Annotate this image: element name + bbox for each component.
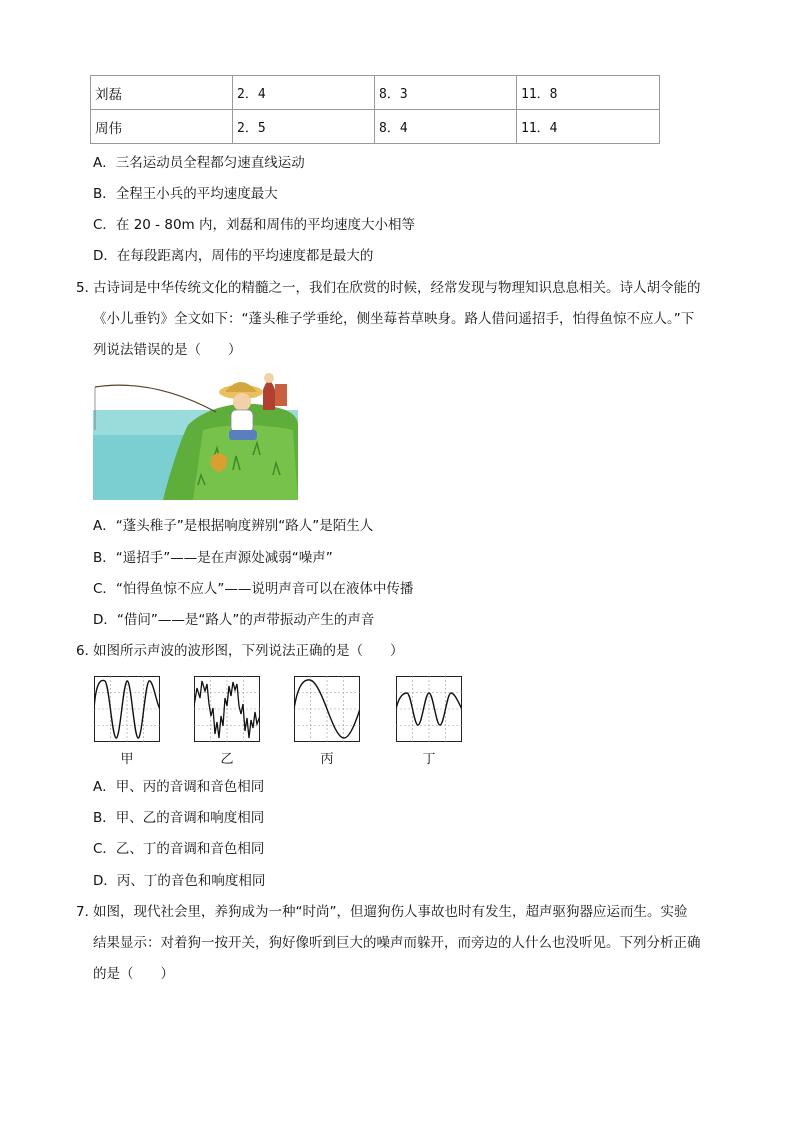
- waveform-label: 丙: [320, 752, 334, 767]
- waveform-bing: [294, 676, 360, 742]
- table-cell: 11．4: [517, 110, 660, 144]
- q5-option-a: A．“蓬头稚子”是根据响度辨别“路人”是陌生人: [93, 518, 374, 534]
- q5-option-c: C．“怕得鱼惊不应人”——说明声音可以在液体中传播: [93, 581, 414, 597]
- table-cell: 8．4: [375, 110, 517, 144]
- q6-number: 6．: [76, 643, 99, 659]
- speed-table: [90, 75, 660, 144]
- table-cell: 刘磊: [91, 76, 233, 110]
- q6-option-c: C．乙、丁的音调和音色相同: [93, 841, 265, 857]
- table-cell: 2．5: [233, 110, 375, 144]
- q6-option-b: B．甲、乙的音调和响度相同: [93, 810, 265, 826]
- q5-stem-line: 古诗词是中华传统文化的精髓之一，我们在欣赏的时候，经常发现与物理知识息息相关。诗人胡令能的: [93, 280, 701, 296]
- q5-stem-line: 列说法错误的是（ ）: [93, 342, 242, 358]
- waveform-ding: [396, 676, 462, 742]
- q4-option-b: B．全程王小兵的平均速度最大: [93, 186, 278, 202]
- q7-stem-line: 的是（ ）: [93, 966, 174, 982]
- q7-stem-line: 如图，现代社会里，养狗成为一种“时尚”，但遛狗伤人事故也时有发生，超声驱狗器应运而生。实验: [93, 904, 688, 920]
- q4-option-c: C．在 20 - 80m 内，刘磊和周伟的平均速度大小相等: [93, 217, 415, 233]
- q4-option-a: A．三名运动员全程都匀速直线运动: [93, 155, 305, 171]
- table-row: [91, 110, 660, 144]
- q5-option-b: B．“遥招手”——是在声源处减弱“噪声”: [93, 550, 333, 566]
- q5-stem-line: 《小儿垂钓》全文如下：“蓬头稚子学垂纶，侧坐莓苔草映身。路人借问遥招手，怕得鱼惊不应人。”下: [93, 311, 695, 327]
- fishing-boy-illustration: [93, 370, 298, 500]
- table-cell: 周伟: [91, 110, 233, 144]
- table-cell: 8．3: [375, 76, 517, 110]
- waveform-yi: [194, 676, 260, 742]
- table-row: [91, 76, 660, 110]
- table-cell: 2．4: [233, 76, 375, 110]
- q6-option-a: A．甲、丙的音调和音色相同: [93, 779, 265, 795]
- q6-stem: 如图所示声波的波形图，下列说法正确的是（ ）: [93, 643, 404, 659]
- q5-option-d: D．“借问”——是“路人”的声带振动产生的声音: [93, 612, 375, 628]
- table-cell: 11．8: [517, 76, 660, 110]
- waveform-label: 丁: [422, 752, 436, 767]
- waveform-label: 甲: [120, 752, 134, 767]
- q7-stem-line: 结果显示：对着狗一按开关，狗好像听到巨大的噪声而躲开，而旁边的人什么也没听见。下列分析正确: [93, 935, 701, 951]
- q4-option-d: D．在每段距离内，周伟的平均速度都是最大的: [93, 248, 374, 264]
- q5-number: 5．: [76, 280, 99, 296]
- waveform-label: 乙: [220, 752, 234, 767]
- waveform-jia: [94, 676, 160, 742]
- q7-number: 7．: [76, 904, 99, 920]
- q6-option-d: D．丙、丁的音色和响度相同: [93, 873, 266, 889]
